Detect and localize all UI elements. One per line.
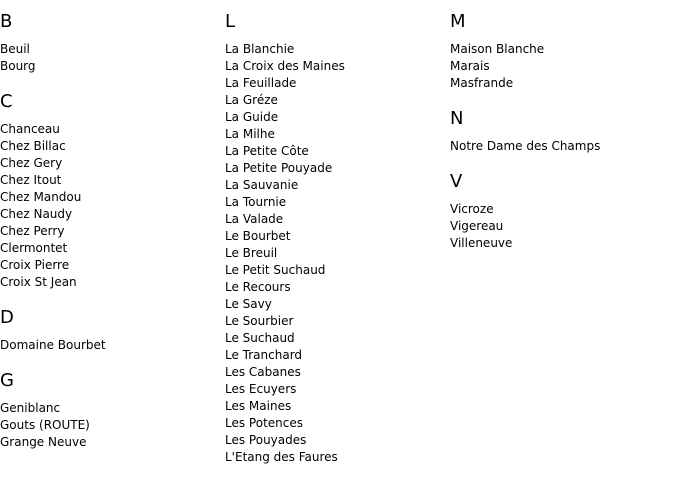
list-item — [450, 75, 675, 92]
place-link[interactable]: Les Pouyades — [225, 433, 307, 447]
letter-heading: V — [450, 171, 463, 192]
list-item — [225, 92, 445, 109]
list-item — [450, 58, 675, 75]
list-item — [225, 58, 445, 75]
place-link[interactable]: Chez Itout — [0, 173, 62, 187]
list-item — [450, 41, 675, 58]
place-link[interactable]: Le Sourbier — [225, 314, 294, 328]
list-item — [225, 177, 445, 194]
list-item — [225, 228, 445, 245]
place-link[interactable]: Croix Pierre — [0, 258, 70, 272]
place-link[interactable]: La Petite Pouyade — [225, 161, 333, 175]
letter-group-d — [0, 307, 220, 354]
place-link[interactable]: Chez Naudy — [0, 207, 73, 221]
place-list — [450, 41, 675, 92]
list-item — [0, 400, 220, 417]
place-link[interactable]: La Valade — [225, 212, 284, 226]
place-list — [0, 337, 220, 354]
place-link[interactable]: L'Etang des Faures — [225, 450, 338, 464]
list-item — [450, 235, 675, 252]
list-item — [225, 296, 445, 313]
place-link[interactable]: La Petite Côte — [225, 144, 309, 158]
list-item — [225, 449, 445, 466]
list-item — [0, 172, 220, 189]
place-link[interactable]: Geniblanc — [0, 401, 61, 415]
list-item — [225, 160, 445, 177]
place-link[interactable]: Beuil — [0, 42, 30, 56]
place-link[interactable]: La Milhe — [225, 127, 275, 141]
list-item — [0, 206, 220, 223]
list-item — [450, 218, 675, 235]
list-item — [225, 398, 445, 415]
letter-group-n — [450, 108, 675, 155]
place-list — [450, 138, 675, 155]
list-item — [0, 223, 220, 240]
place-link[interactable]: Clermontet — [0, 241, 68, 255]
letter-heading: C — [0, 91, 13, 112]
letter-heading: G — [0, 370, 14, 391]
place-link[interactable]: Vicroze — [450, 202, 494, 216]
list-item — [225, 41, 445, 58]
list-item — [0, 138, 220, 155]
index-column-1 — [0, 0, 220, 467]
list-item — [450, 138, 675, 155]
place-link[interactable]: Le Petit Suchaud — [225, 263, 326, 277]
place-link[interactable]: Notre Dame des Champs — [450, 139, 601, 153]
letter-group-l — [225, 11, 445, 466]
place-link[interactable]: La Sauvanie — [225, 178, 299, 192]
letter-group-b — [0, 11, 220, 75]
list-item — [225, 245, 445, 262]
place-link[interactable]: La Gréze — [225, 93, 278, 107]
list-item — [225, 279, 445, 296]
index-column-2 — [225, 0, 445, 482]
place-link[interactable]: Bourg — [0, 59, 36, 73]
place-link[interactable]: Masfrande — [450, 76, 514, 90]
list-item — [0, 337, 220, 354]
list-item — [225, 381, 445, 398]
list-item — [0, 240, 220, 257]
list-item — [225, 262, 445, 279]
list-item — [0, 121, 220, 138]
letter-heading: N — [450, 108, 464, 129]
place-link[interactable]: La Blanchie — [225, 42, 295, 56]
list-item — [225, 364, 445, 381]
place-link[interactable]: Le Tranchard — [225, 348, 303, 362]
place-link[interactable]: Vigereau — [450, 219, 504, 233]
place-link[interactable]: Maison Blanche — [450, 42, 545, 56]
place-link[interactable]: Grange Neuve — [0, 435, 87, 449]
place-link[interactable]: Chez Billac — [0, 139, 66, 153]
letter-heading: B — [0, 11, 13, 32]
list-item — [0, 155, 220, 172]
list-item — [225, 143, 445, 160]
place-link[interactable]: La Guide — [225, 110, 279, 124]
place-link[interactable]: Croix St Jean — [0, 275, 77, 289]
letter-group-m — [450, 11, 675, 92]
list-item — [0, 41, 220, 58]
letter-heading: D — [0, 307, 14, 328]
place-link[interactable]: Villeneuve — [450, 236, 513, 250]
list-item — [0, 58, 220, 75]
letter-group-c — [0, 91, 220, 291]
index-column-3 — [450, 0, 675, 268]
place-link[interactable]: La Feuillade — [225, 76, 297, 90]
list-item — [225, 432, 445, 449]
list-item — [225, 126, 445, 143]
place-link[interactable]: Gouts (ROUTE) — [0, 418, 90, 432]
list-item — [225, 313, 445, 330]
place-link[interactable]: Chez Perry — [0, 224, 65, 238]
place-link[interactable]: Domaine Bourbet — [0, 338, 106, 352]
place-link[interactable]: La Tournie — [225, 195, 287, 209]
place-link[interactable]: Chez Gery — [0, 156, 63, 170]
place-link[interactable]: Le Bourbet — [225, 229, 291, 243]
letter-heading: L — [225, 11, 236, 32]
list-item — [0, 434, 220, 451]
place-link[interactable]: Le Savy — [225, 297, 272, 311]
place-list — [450, 201, 675, 252]
place-link[interactable]: Le Suchaud — [225, 331, 295, 345]
letter-group-v — [450, 171, 675, 252]
place-link[interactable]: Le Recours — [225, 280, 291, 294]
list-item — [225, 194, 445, 211]
place-link[interactable]: La Croix des Maines — [225, 59, 345, 73]
list-item — [225, 109, 445, 126]
place-list — [0, 121, 220, 291]
list-item — [225, 75, 445, 92]
place-list — [225, 41, 445, 466]
place-link[interactable]: Les Potences — [225, 416, 303, 430]
place-link[interactable]: Le Breuil — [225, 246, 278, 260]
list-item — [0, 417, 220, 434]
place-list — [0, 400, 220, 451]
list-item — [225, 330, 445, 347]
place-link[interactable]: Les Cabanes — [225, 365, 301, 379]
list-item — [450, 201, 675, 218]
place-link[interactable]: Les Ecuyers — [225, 382, 297, 396]
place-list — [0, 41, 220, 75]
letter-heading: M — [450, 11, 466, 32]
list-item — [225, 347, 445, 364]
place-link[interactable]: Les Maines — [225, 399, 292, 413]
list-item — [0, 189, 220, 206]
list-item — [225, 211, 445, 228]
place-link[interactable]: Chanceau — [0, 122, 60, 136]
place-link[interactable]: Marais — [450, 59, 490, 73]
letter-group-g — [0, 370, 220, 451]
place-link[interactable]: Chez Mandou — [0, 190, 82, 204]
list-item — [0, 257, 220, 274]
list-item — [0, 274, 220, 291]
list-item — [225, 415, 445, 432]
